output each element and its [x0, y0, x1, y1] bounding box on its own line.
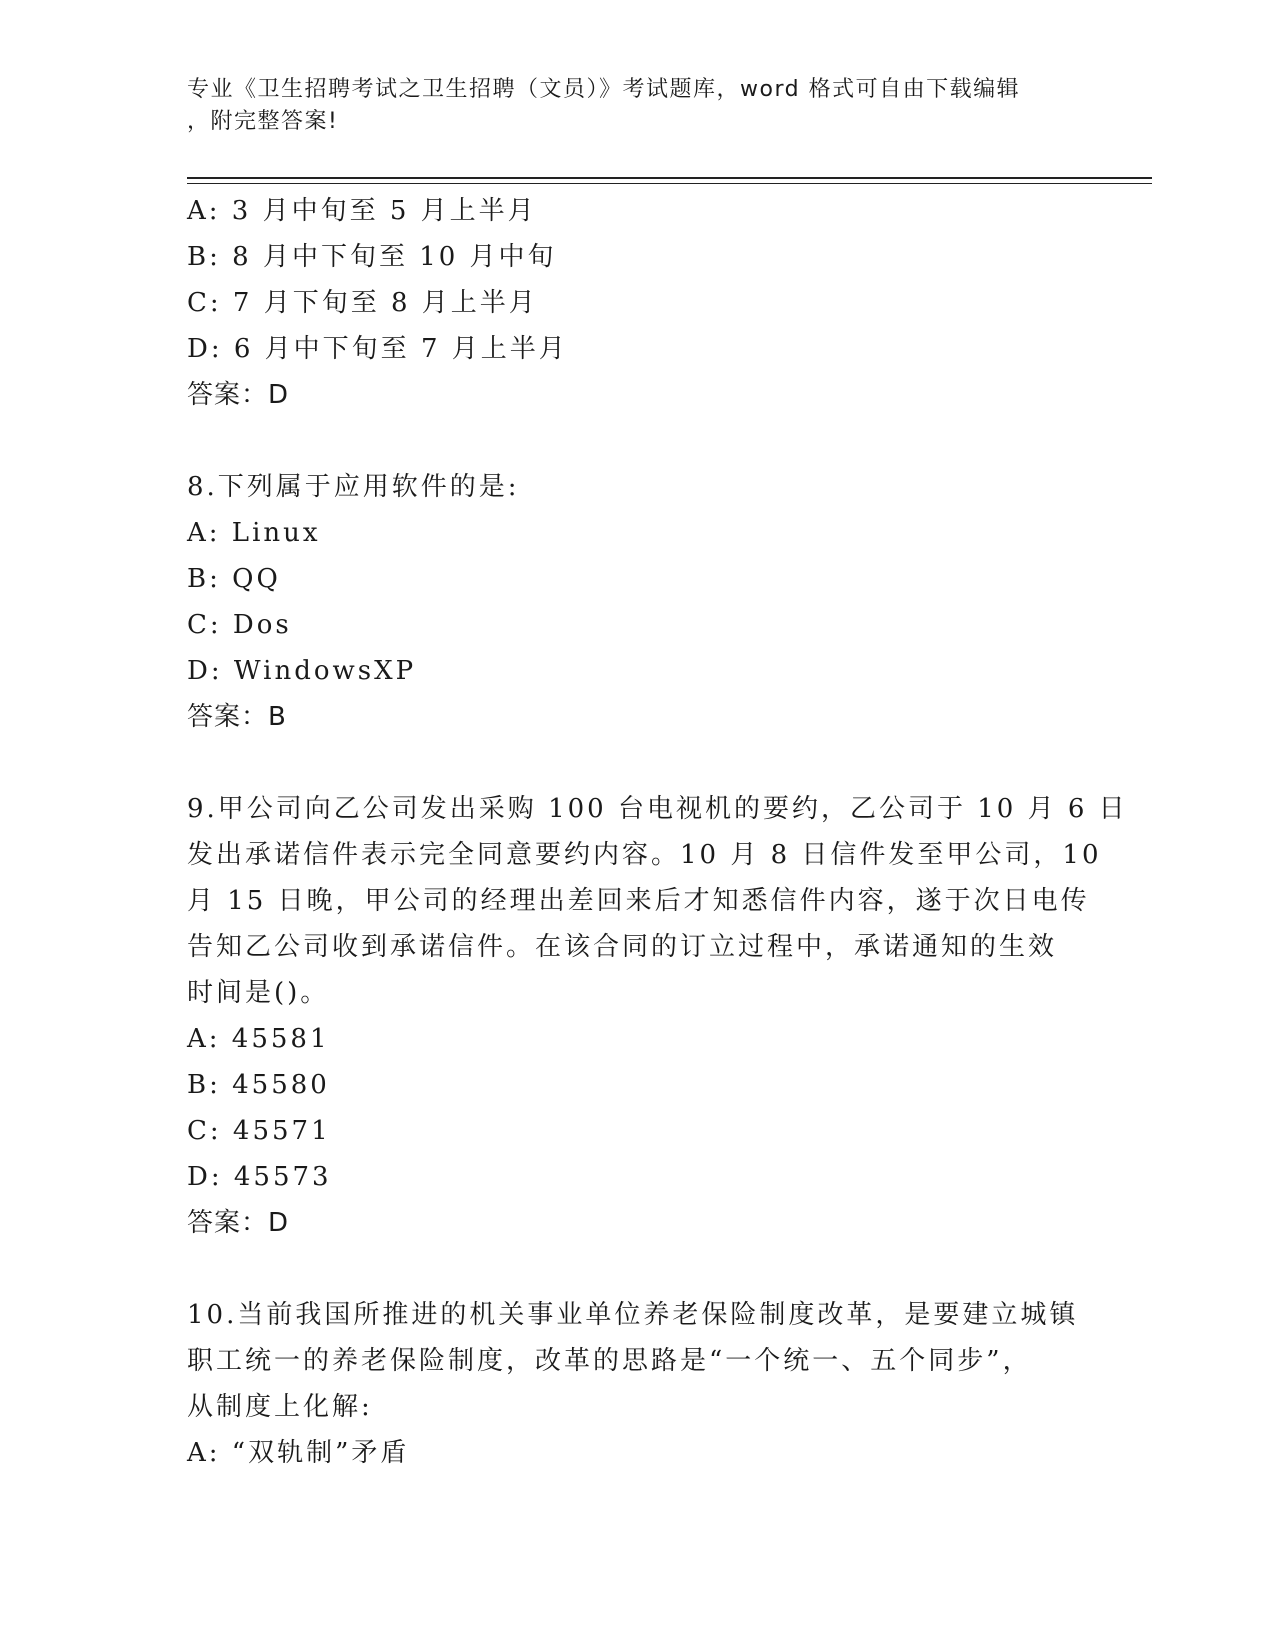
header-line-2: ，附完整答案! — [187, 109, 339, 134]
option-b: B: 45580 — [187, 1070, 330, 1100]
question-block-10 — [187, 1292, 1087, 1476]
header-line-1: 专业《卫生招聘考试之卫生招聘（文员）》考试题库，word 格式可自由下载编辑 — [187, 77, 1021, 102]
question-stem-line: 时间是()。 — [187, 978, 330, 1008]
option-c: C: Dos — [187, 610, 292, 640]
question-block-7 — [187, 188, 1087, 418]
spacer — [187, 418, 1087, 464]
question-stem-line: 9.甲公司向乙公司发出采购 100 台电视机的要约，乙公司于 10 月 6 日 — [187, 794, 1128, 824]
question-stem: 8.下列属于应用软件的是: — [187, 472, 520, 502]
answer-line: 答案：D — [187, 380, 290, 410]
option-a: A: Linux — [187, 518, 321, 548]
question-stem-line: 职工统一的养老保险制度，改革的思路是“一个统一、五个同步”， — [187, 1346, 1032, 1376]
option-b: B: QQ — [187, 564, 281, 594]
option-d: D: 6 月中下旬至 7 月上半月 — [187, 334, 568, 364]
question-content — [187, 188, 1128, 1476]
option-c: C: 7 月下旬至 8 月上半月 — [187, 288, 538, 318]
question-stem-line: 10.当前我国所推进的机关事业单位养老保险制度改革，是要建立城镇 — [187, 1300, 1079, 1330]
spacer — [187, 740, 1087, 786]
document-header — [187, 74, 1067, 138]
option-c: C: 45571 — [187, 1116, 331, 1146]
option-a: A: “双轨制”矛盾 — [187, 1438, 410, 1468]
question-block-9 — [187, 786, 1128, 1246]
header-divider-thin — [187, 183, 1152, 184]
question-stem-line: 告知乙公司收到承诺信件。在该合同的订立过程中，承诺通知的生效 — [187, 932, 1058, 962]
question-stem-line: 发出承诺信件表示完全同意要约内容。10 月 8 日信件发至甲公司，10 — [187, 840, 1102, 870]
option-a: A: 3 月中旬至 5 月上半月 — [187, 196, 537, 226]
answer-line: 答案：D — [187, 1208, 290, 1238]
answer-line: 答案：B — [187, 702, 287, 732]
question-stem-line: 月 15 日晚，甲公司的经理出差回来后才知悉信件内容，遂于次日电传 — [187, 886, 1090, 916]
spacer — [187, 1246, 1087, 1292]
option-d: D: 45573 — [187, 1162, 332, 1192]
question-block-8 — [187, 464, 1087, 740]
header-divider-thick — [187, 177, 1152, 179]
option-a: A: 45581 — [187, 1024, 330, 1054]
question-stem-line: 从制度上化解: — [187, 1392, 373, 1422]
option-d: D: WindowsXP — [187, 656, 417, 686]
option-b: B: 8 月中下旬至 10 月中旬 — [187, 242, 557, 272]
